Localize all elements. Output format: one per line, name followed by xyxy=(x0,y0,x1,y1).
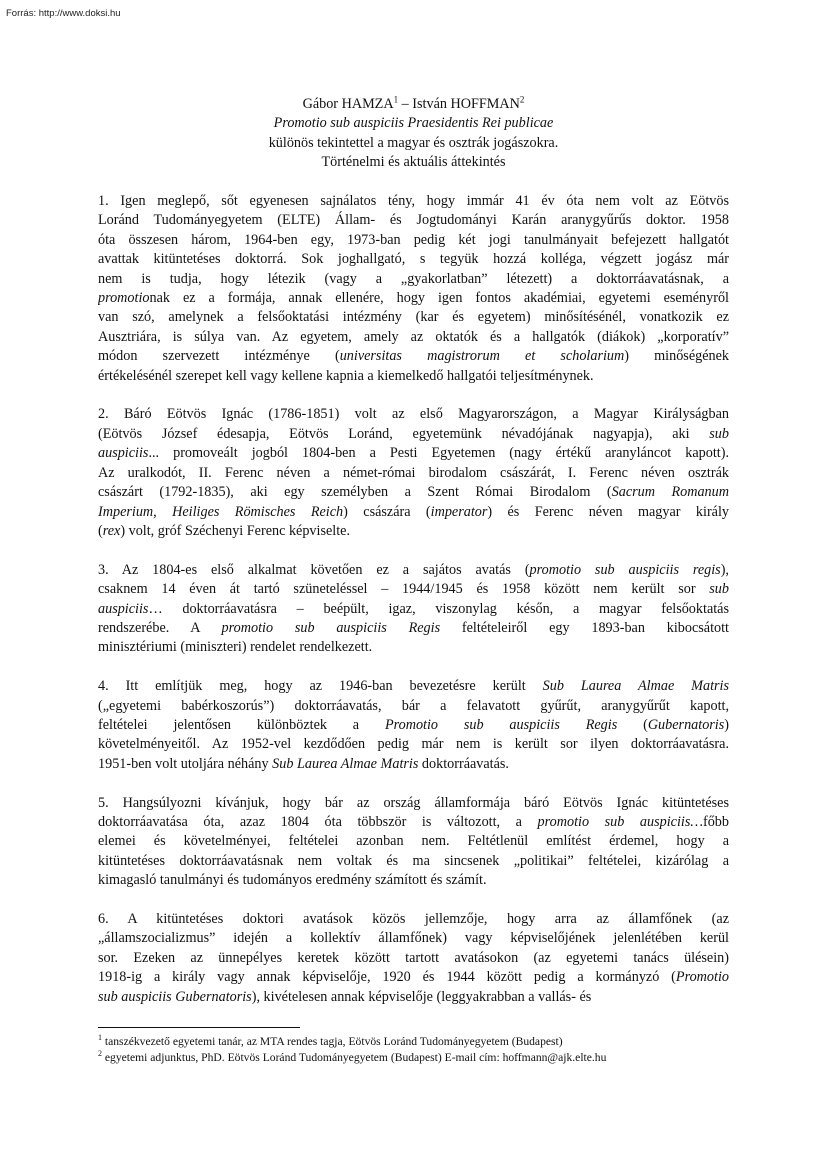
text-run: császárt (1792-1835), aki egy személyben a Szent Római Birodalom ( xyxy=(98,484,612,501)
text-run: „államszocializmus” idején a kollektív államfőnek) vagy képviselőjének jelenlétében kerül xyxy=(98,930,729,947)
text-line xyxy=(98,231,729,250)
text-run: , xyxy=(153,503,173,520)
italic-text: promotio sub auspiciis Regis xyxy=(221,619,441,636)
italic-text: rex xyxy=(102,522,121,539)
text-run: … doktorráavatásra – beépült, igaz, viszonylag későn, a magyar felsőoktatás xyxy=(148,600,729,617)
text-line xyxy=(98,638,729,657)
italic-text: Promotio sub auspiciis Regis xyxy=(384,716,618,733)
footnote-separator xyxy=(98,1027,300,1028)
footnote-text: tanszékvezető egyetemi tanár, az MTA rendes tagja, Eötvös Loránd Tudományegyetem (Budapest) xyxy=(102,1035,563,1048)
paragraph-6 xyxy=(98,910,729,1007)
article-subtitle-1: különös tekintettel a magyar és osztrák jogászokra. xyxy=(268,134,559,151)
paragraph-1 xyxy=(98,192,729,386)
footnote-mark: 2 xyxy=(98,1048,102,1058)
article-header xyxy=(98,95,729,173)
text-line xyxy=(98,308,729,327)
text-run: (Eötvös József édesapja, Eötvös Loránd, egyetemünk névadójának nagyapja), aki xyxy=(98,425,710,442)
text-line xyxy=(98,929,729,948)
text-run: van szó, amelynek a felsőoktatási intézmény (kar és egyetem) minősítésénél, vonatkozik ez xyxy=(98,309,729,326)
italic-text: imperator xyxy=(430,503,488,520)
text-run: főbb xyxy=(702,813,729,830)
text-run: feltételeiről egy 1893-ban kibocsátott xyxy=(440,619,729,636)
paragraph-2 xyxy=(98,405,729,541)
article-title: Promotio sub auspiciis Praesidentis Rei publicae xyxy=(273,115,554,132)
text-line xyxy=(98,852,729,871)
text-line xyxy=(98,425,729,444)
text-line xyxy=(98,192,729,211)
text-run: feltételei jelentősen különböztek a xyxy=(98,716,385,733)
text-run: doktorráavatása óta, azaz 1804 óta többször is változott, a xyxy=(98,813,538,830)
text-run: Ausztriára, is súlya van. Az egyetem, amely az oktatók és a hallgatók (diákok) „korporatív” xyxy=(98,328,729,345)
text-run: ) minőségének xyxy=(624,348,729,365)
text-line xyxy=(98,250,729,269)
text-run: ) és Ferenc néven magyar király xyxy=(487,503,729,520)
text-run: követelményeitől. Az 1952-vel kezdődően pedig már nem is került sor ilyen doktorráavatásra. xyxy=(98,736,729,753)
footnote-ref-2: 2 xyxy=(519,94,525,105)
text-line xyxy=(98,697,729,716)
text-line xyxy=(98,988,729,1007)
text-run: sor. Ezeken az ünnepélyes keretek között tartott avatásokon (az egyetemi tanács ülésein) xyxy=(98,949,729,966)
italic-text: promotio sub auspiciis regis xyxy=(529,561,721,578)
text-run: 1918-ig a király vagy annak képviselője, 1920 és 1944 között pedig a kormányzó ( xyxy=(98,969,676,986)
text-line xyxy=(98,270,729,289)
text-line xyxy=(98,211,729,230)
text-run: kitüntetéses doktorráavatásnak nem voltak és ma sincsenek „politikai” feltételei, kizárólag a xyxy=(98,852,729,869)
text-run: Loránd Tudományegyetem (ELTE) Állam- és Jogtudományi Karán aranygyűrűs doktor. 1958 xyxy=(98,212,729,229)
text-line xyxy=(98,813,729,832)
paragraph-4 xyxy=(98,677,729,774)
italic-text: sub xyxy=(709,581,729,598)
text-run: ) xyxy=(724,716,729,733)
text-run: ( xyxy=(98,522,103,539)
text-run: 5. Hangsúlyozni kívánjuk, hogy bár az ország államformája báró Eötvös Ignác kitüntetéses xyxy=(98,794,729,811)
document-page xyxy=(98,95,729,1007)
footnote-ref-1: 1 xyxy=(393,94,399,105)
text-line xyxy=(98,716,729,735)
text-line xyxy=(98,444,729,463)
text-run: Az uralkodót, II. Ferenc néven a német-római birodalom császárát, I. Ferenc néven osztrák xyxy=(98,464,729,481)
text-run: ) császára ( xyxy=(343,503,431,520)
text-run: 1951-ben volt utoljára néhány xyxy=(98,755,273,772)
article-body xyxy=(98,192,729,1007)
footnote-text: egyetemi adjunktus, PhD. Eötvös Loránd Tudományegyetem (Budapest) E-mail cím: hoffmann@ajk.elte.hu xyxy=(102,1050,607,1064)
text-line xyxy=(98,968,729,987)
text-line xyxy=(98,949,729,968)
authors-line xyxy=(98,95,729,114)
text-line xyxy=(98,735,729,754)
italic-text: promotio sub auspiciis… xyxy=(537,813,703,830)
text-run: 2. Báró Eötvös Ignác (1786-1851) volt az első Magyarországon, a Magyar Királyságban xyxy=(98,406,729,423)
italic-text: Imperium xyxy=(98,503,154,520)
text-line xyxy=(98,832,729,851)
text-line xyxy=(98,600,729,619)
italic-text: Sub Laurea Almae Matris xyxy=(542,678,729,695)
footnote-1 xyxy=(98,1034,738,1050)
article-subtitle-2: Történelmi és aktuális áttekintés xyxy=(321,154,506,171)
text-run: rendszerébe. A xyxy=(98,619,222,636)
text-line xyxy=(98,871,729,890)
text-line xyxy=(98,328,729,347)
text-run: ), kivételesen annak képviselője (leggyakrabban a vallás- és xyxy=(251,988,592,1005)
text-line xyxy=(98,289,729,308)
text-run: nak ez a formája, annak ellenére, hogy igen fontos akadémiai, egyetemi eseményről xyxy=(149,290,729,307)
text-run: csaknem 14 éven át tartó szüneteléssel – 1944/1945 és 1958 között nem került sor xyxy=(98,581,710,598)
text-line xyxy=(98,483,729,502)
text-line xyxy=(98,910,729,929)
source-label: Forrás: http://www.doksi.hu xyxy=(6,8,121,19)
text-line xyxy=(98,755,729,774)
italic-text: promotio xyxy=(98,290,150,307)
text-run: („egyetemi babérkoszorús”) doktorráavatás, bár a felavatott gyűrűt, aranygyűrűt kapott, xyxy=(98,697,729,714)
text-run: ), xyxy=(720,561,729,578)
text-run: ) volt, gróf Széchenyi Ferenc képviselte. xyxy=(120,522,351,539)
author-1: Gábor HAMZA xyxy=(302,96,394,112)
paragraph-3 xyxy=(98,561,729,658)
text-run: avattak kitüntetéses doktorrá. Sok joghallgató, s tegyük hozzá kolléga, végzett jogász már xyxy=(98,251,729,268)
text-line xyxy=(98,677,729,696)
footnote-2 xyxy=(98,1050,738,1066)
text-run: doktorráavatás. xyxy=(418,755,509,772)
text-run: 6. A kitüntetéses doktori avatások közös jellemzője, hogy arra az államfőnek (az xyxy=(98,910,729,927)
text-line xyxy=(98,522,729,541)
text-run: kimagasló tanulmányi és tudományos eredmény számított és számít. xyxy=(98,872,487,889)
text-run: elemei és követelményei, feltételei azonban nem. Feltétlenül említést érdemel, hogy a xyxy=(98,833,729,850)
paragraph-5 xyxy=(98,794,729,891)
text-line xyxy=(98,794,729,813)
text-line xyxy=(98,464,729,483)
text-line xyxy=(98,367,729,386)
text-run: óta összesen három, 1964-ben egy, 1973-ban pedig két jogi tanulmányait befejezett hallgatót xyxy=(98,231,729,248)
text-run: nem is tudja, hogy létezik (vagy a „gyakorlatban” létezett) a doktorráavatásnak, a xyxy=(98,270,729,287)
text-run: minisztériumi (miniszteri) rendelet rendelkezett. xyxy=(98,639,373,656)
text-run: ... promoveált jogból 1804-ben a Pesti Egyetemen (nagy értékű aranyláncot kapott). xyxy=(148,445,729,462)
text-run: értékelésénél szerepet kell vagy kellene kapnia a kiemelkedő hallgatói teljesítménynek. xyxy=(98,367,594,384)
italic-text: universitas magistrorum et scholarium xyxy=(339,348,625,365)
text-line xyxy=(98,503,729,522)
italic-text: auspiciis xyxy=(98,600,149,617)
text-line xyxy=(98,580,729,599)
text-line xyxy=(98,405,729,424)
italic-text: Promotio xyxy=(675,969,729,986)
text-run: 1. Igen meglepő, sőt egyenesen sajnálatos tény, hogy immár 41 év óta nem volt az Eötvös xyxy=(98,193,729,210)
italic-text: Sub Laurea Almae Matris xyxy=(272,755,419,772)
author-2: István HOFFMAN xyxy=(412,96,520,112)
text-line xyxy=(98,561,729,580)
italic-text: Sacrum Romanum xyxy=(611,484,729,501)
italic-text: Heiliges Römisches Reich xyxy=(172,503,344,520)
text-line xyxy=(98,347,729,366)
author-separator: – xyxy=(398,96,413,112)
text-run: módon szervezett intézménye ( xyxy=(98,348,340,365)
text-line xyxy=(98,619,729,638)
text-run: 4. Itt említjük meg, hogy az 1946-ban bevezetésre került xyxy=(98,678,543,695)
footnotes xyxy=(98,1034,738,1065)
italic-text: Gubernatoris xyxy=(647,716,725,733)
italic-text: sub xyxy=(709,425,729,442)
text-run: ( xyxy=(617,716,648,733)
italic-text: auspiciis xyxy=(98,445,149,462)
footnote-mark: 1 xyxy=(98,1033,102,1043)
italic-text: sub auspiciis Gubernatoris xyxy=(98,988,252,1005)
text-run: 3. Az 1804-es első alkalmat követően ez a sajátos avatás ( xyxy=(98,561,530,578)
